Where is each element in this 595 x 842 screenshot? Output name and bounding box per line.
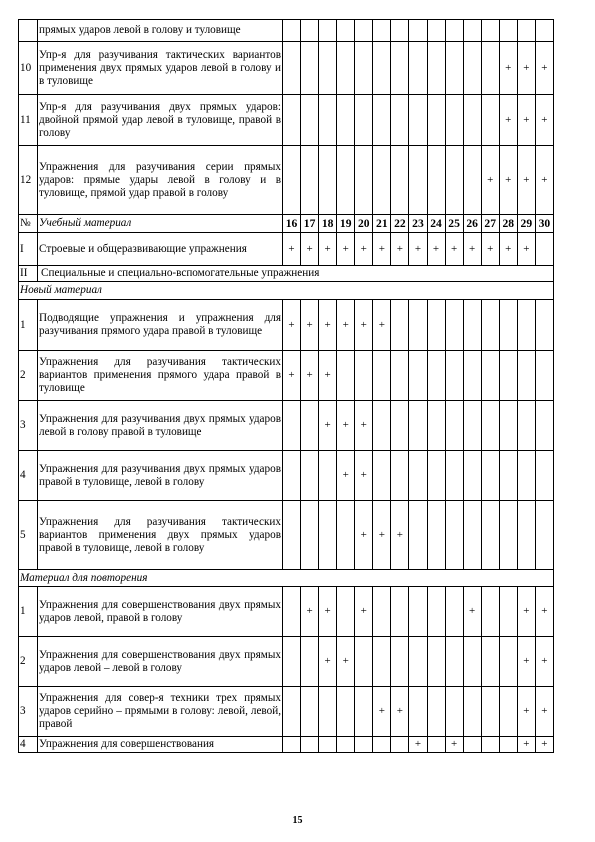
plus-mark bbox=[409, 637, 427, 687]
group-title: Специальные и специально-вспомогательные упражнения bbox=[38, 266, 554, 282]
plus-mark bbox=[481, 501, 499, 570]
plus-mark bbox=[427, 637, 445, 687]
plus-mark bbox=[481, 95, 499, 146]
plus-mark: + bbox=[319, 351, 337, 401]
plus-mark bbox=[355, 351, 373, 401]
row-number: 2 bbox=[19, 351, 38, 401]
lesson-number-header: 16 bbox=[283, 215, 301, 233]
row-number: 3 bbox=[19, 687, 38, 737]
plus-mark: + bbox=[499, 146, 517, 215]
plus-mark bbox=[499, 687, 517, 737]
lesson-number-header: 25 bbox=[445, 215, 463, 233]
plus-mark: + bbox=[517, 146, 535, 215]
plus-mark bbox=[463, 42, 481, 95]
plus-mark: + bbox=[427, 233, 445, 266]
exercise-text: Упражнения для разучивания тактических вариантов применения прямого удара правой в туловище bbox=[38, 351, 283, 401]
plus-mark bbox=[445, 20, 463, 42]
plus-mark: + bbox=[463, 587, 481, 637]
plus-mark bbox=[301, 637, 319, 687]
page-number: 15 bbox=[292, 815, 303, 826]
lesson-number-header: 23 bbox=[409, 215, 427, 233]
plus-mark: + bbox=[517, 587, 535, 637]
plus-mark bbox=[409, 587, 427, 637]
plus-mark bbox=[319, 501, 337, 570]
plus-mark bbox=[427, 300, 445, 351]
plus-mark bbox=[517, 451, 535, 501]
plus-mark bbox=[283, 146, 301, 215]
plus-mark bbox=[499, 351, 517, 401]
exercise-text: прямых ударов левой в голову и туловище bbox=[38, 20, 283, 42]
plus-mark bbox=[319, 95, 337, 146]
plus-mark bbox=[463, 501, 481, 570]
plus-mark: + bbox=[283, 351, 301, 401]
row-number: 2 bbox=[19, 637, 38, 687]
plus-mark bbox=[517, 351, 535, 401]
lesson-number-header: 21 bbox=[373, 215, 391, 233]
row-number: I bbox=[19, 233, 38, 266]
exercise-text: Упражнения для совершенствования двух прямых ударов левой – левой в голову bbox=[38, 637, 283, 687]
plus-mark bbox=[355, 637, 373, 687]
plus-mark bbox=[283, 737, 301, 753]
plus-mark bbox=[373, 587, 391, 637]
plus-mark: + bbox=[373, 233, 391, 266]
row-number: 10 bbox=[19, 42, 38, 95]
table-row bbox=[19, 451, 554, 501]
plus-mark bbox=[481, 587, 499, 637]
plus-mark bbox=[481, 637, 499, 687]
plus-mark: + bbox=[391, 501, 409, 570]
table-row bbox=[19, 146, 554, 215]
plus-mark bbox=[319, 146, 337, 215]
plus-mark: + bbox=[481, 233, 499, 266]
plus-mark bbox=[355, 146, 373, 215]
plus-mark bbox=[283, 401, 301, 451]
plus-mark: + bbox=[535, 95, 553, 146]
plus-mark bbox=[373, 401, 391, 451]
plus-mark bbox=[535, 233, 553, 266]
exercise-text: Упражнения для совер-я техники трех прямых ударов серийно – прямыми в голову: левой, левой, правой bbox=[38, 687, 283, 737]
plus-mark bbox=[319, 20, 337, 42]
plus-mark: + bbox=[373, 300, 391, 351]
exercise-text: Упражнения для совершенствования двух прямых ударов левой, правой в голову bbox=[38, 587, 283, 637]
plus-mark: + bbox=[355, 587, 373, 637]
plus-mark: + bbox=[337, 401, 355, 451]
section-row bbox=[19, 282, 554, 300]
plus-mark: + bbox=[499, 42, 517, 95]
plus-mark: + bbox=[535, 146, 553, 215]
plus-mark: + bbox=[409, 737, 427, 753]
plus-mark bbox=[373, 146, 391, 215]
plus-mark bbox=[445, 401, 463, 451]
plus-mark bbox=[301, 451, 319, 501]
plus-mark: + bbox=[409, 233, 427, 266]
plus-mark bbox=[391, 146, 409, 215]
plus-mark bbox=[499, 20, 517, 42]
lesson-number-header: 20 bbox=[355, 215, 373, 233]
table-row bbox=[19, 501, 554, 570]
plus-mark bbox=[499, 451, 517, 501]
plus-mark bbox=[283, 20, 301, 42]
plus-mark bbox=[373, 95, 391, 146]
plus-mark: + bbox=[355, 233, 373, 266]
plus-mark bbox=[337, 20, 355, 42]
lesson-number-header: 18 bbox=[319, 215, 337, 233]
plus-mark bbox=[481, 300, 499, 351]
table-row bbox=[19, 300, 554, 351]
plus-mark bbox=[535, 501, 553, 570]
plus-mark bbox=[391, 401, 409, 451]
exercise-text: Упражнения для разучивания двух прямых ударов правой в туловище, левой в голову bbox=[38, 451, 283, 501]
plus-mark bbox=[355, 95, 373, 146]
plus-mark: + bbox=[517, 42, 535, 95]
plus-mark bbox=[373, 637, 391, 687]
row-number: 5 bbox=[19, 501, 38, 570]
plus-mark bbox=[409, 42, 427, 95]
plus-mark bbox=[463, 146, 481, 215]
plus-mark bbox=[409, 95, 427, 146]
row-number: 1 bbox=[19, 587, 38, 637]
plus-mark bbox=[463, 687, 481, 737]
row-number: 4 bbox=[19, 737, 38, 753]
plus-mark: + bbox=[535, 637, 553, 687]
plus-mark bbox=[445, 42, 463, 95]
plus-mark bbox=[373, 737, 391, 753]
table-row bbox=[19, 737, 554, 753]
table-row bbox=[19, 587, 554, 637]
plus-mark bbox=[301, 146, 319, 215]
row-number: 1 bbox=[19, 300, 38, 351]
plus-mark bbox=[517, 300, 535, 351]
header-number-label: № bbox=[19, 215, 38, 233]
table-row bbox=[19, 637, 554, 687]
plus-mark: + bbox=[517, 233, 535, 266]
exercise-text: Подводящие упражнения и упражнения для разучивания прямого удара правой в туловище bbox=[38, 300, 283, 351]
plus-mark bbox=[463, 737, 481, 753]
plus-mark: + bbox=[517, 95, 535, 146]
plus-mark bbox=[445, 637, 463, 687]
plus-mark bbox=[499, 401, 517, 451]
section-row bbox=[19, 570, 554, 587]
plus-mark bbox=[535, 351, 553, 401]
plus-mark bbox=[409, 351, 427, 401]
plus-mark: + bbox=[445, 233, 463, 266]
plus-mark bbox=[319, 687, 337, 737]
plus-mark bbox=[409, 146, 427, 215]
exercise-text: Упр-я для разучивания тактических вариантов применения двух прямых ударов левой в голову и в туловище bbox=[38, 42, 283, 95]
plus-mark: + bbox=[535, 737, 553, 753]
plus-mark bbox=[535, 401, 553, 451]
plus-mark bbox=[319, 42, 337, 95]
plus-mark: + bbox=[301, 300, 319, 351]
lesson-number-header: 22 bbox=[391, 215, 409, 233]
plus-mark: + bbox=[301, 587, 319, 637]
plus-mark: + bbox=[373, 501, 391, 570]
plus-mark bbox=[373, 451, 391, 501]
plus-mark bbox=[427, 587, 445, 637]
plus-mark bbox=[463, 20, 481, 42]
plus-mark bbox=[481, 42, 499, 95]
plus-mark bbox=[391, 351, 409, 401]
group-row bbox=[19, 266, 554, 282]
exercise-text: Упражнения для совершенствования bbox=[38, 737, 283, 753]
plus-mark: + bbox=[355, 401, 373, 451]
table-row bbox=[19, 687, 554, 737]
table-row bbox=[19, 233, 554, 266]
plus-mark: + bbox=[319, 300, 337, 351]
plus-mark bbox=[283, 687, 301, 737]
plus-mark bbox=[283, 587, 301, 637]
plus-mark bbox=[355, 20, 373, 42]
plus-mark bbox=[427, 20, 445, 42]
plus-mark bbox=[427, 351, 445, 401]
plus-mark bbox=[445, 501, 463, 570]
plus-mark: + bbox=[445, 737, 463, 753]
plus-mark bbox=[337, 42, 355, 95]
plus-mark: + bbox=[391, 233, 409, 266]
plus-mark bbox=[463, 351, 481, 401]
header-row bbox=[19, 215, 554, 233]
plus-mark bbox=[427, 451, 445, 501]
plus-mark bbox=[427, 737, 445, 753]
plus-mark bbox=[391, 20, 409, 42]
plus-mark bbox=[427, 42, 445, 95]
section-title: Материал для повторения bbox=[19, 570, 554, 587]
plus-mark: + bbox=[319, 587, 337, 637]
plus-mark bbox=[445, 687, 463, 737]
plus-mark bbox=[391, 300, 409, 351]
exercise-text: Упр-я для разучивания двух прямых ударов: двойной прямой удар левой в туловище, правой в голову bbox=[38, 95, 283, 146]
plus-mark bbox=[481, 20, 499, 42]
lesson-number-header: 24 bbox=[427, 215, 445, 233]
row-number: 11 bbox=[19, 95, 38, 146]
plus-mark bbox=[337, 737, 355, 753]
plus-mark: + bbox=[337, 233, 355, 266]
plus-mark bbox=[499, 637, 517, 687]
plus-mark bbox=[391, 42, 409, 95]
plus-mark bbox=[535, 300, 553, 351]
plus-mark: + bbox=[535, 587, 553, 637]
plus-mark: + bbox=[355, 451, 373, 501]
plus-mark: + bbox=[463, 233, 481, 266]
lesson-number-header: 17 bbox=[301, 215, 319, 233]
plus-mark bbox=[481, 351, 499, 401]
plus-mark bbox=[391, 95, 409, 146]
exercise-text: Упражнения для разучивания двух прямых ударов левой в голову правой в туловище bbox=[38, 401, 283, 451]
plus-mark bbox=[301, 737, 319, 753]
schedule-table bbox=[18, 19, 554, 753]
plus-mark bbox=[409, 451, 427, 501]
plus-mark bbox=[409, 401, 427, 451]
plus-mark bbox=[463, 300, 481, 351]
plus-mark bbox=[445, 451, 463, 501]
plus-mark: + bbox=[355, 501, 373, 570]
plus-mark: + bbox=[301, 233, 319, 266]
plus-mark bbox=[463, 95, 481, 146]
lesson-number-header: 29 bbox=[517, 215, 535, 233]
plus-mark bbox=[337, 687, 355, 737]
row-number: 4 bbox=[19, 451, 38, 501]
plus-mark bbox=[499, 501, 517, 570]
plus-mark bbox=[337, 501, 355, 570]
plus-mark bbox=[409, 20, 427, 42]
plus-mark bbox=[409, 300, 427, 351]
plus-mark bbox=[319, 451, 337, 501]
plus-mark bbox=[391, 451, 409, 501]
table-row bbox=[19, 351, 554, 401]
plus-mark bbox=[445, 95, 463, 146]
lesson-number-header: 30 bbox=[535, 215, 553, 233]
plus-mark bbox=[391, 637, 409, 687]
plus-mark bbox=[337, 146, 355, 215]
plus-mark bbox=[481, 451, 499, 501]
plus-mark: + bbox=[337, 637, 355, 687]
plus-mark bbox=[391, 737, 409, 753]
plus-mark bbox=[409, 687, 427, 737]
plus-mark: + bbox=[499, 233, 517, 266]
plus-mark bbox=[283, 451, 301, 501]
plus-mark: + bbox=[319, 401, 337, 451]
row-number: 12 bbox=[19, 146, 38, 215]
plus-mark bbox=[445, 146, 463, 215]
table-row bbox=[19, 95, 554, 146]
exercise-text: Упражнения для разучивания серии прямых ударов: прямые удары левой в голову и в туловище, прямой удар правой в голову bbox=[38, 146, 283, 215]
plus-mark bbox=[517, 501, 535, 570]
plus-mark: + bbox=[517, 637, 535, 687]
plus-mark bbox=[391, 587, 409, 637]
plus-mark bbox=[373, 42, 391, 95]
plus-mark bbox=[373, 351, 391, 401]
plus-mark: + bbox=[319, 233, 337, 266]
plus-mark bbox=[445, 300, 463, 351]
plus-mark bbox=[517, 401, 535, 451]
table-row bbox=[19, 20, 554, 42]
plus-mark bbox=[481, 401, 499, 451]
plus-mark: + bbox=[283, 300, 301, 351]
plus-mark bbox=[337, 351, 355, 401]
lesson-number-header: 26 bbox=[463, 215, 481, 233]
plus-mark bbox=[355, 737, 373, 753]
plus-mark bbox=[427, 146, 445, 215]
plus-mark: + bbox=[391, 687, 409, 737]
plus-mark: + bbox=[481, 146, 499, 215]
row-number: II bbox=[19, 266, 38, 282]
plus-mark bbox=[301, 501, 319, 570]
plus-mark: + bbox=[283, 233, 301, 266]
lesson-number-header: 27 bbox=[481, 215, 499, 233]
plus-mark bbox=[517, 20, 535, 42]
plus-mark bbox=[481, 687, 499, 737]
plus-mark bbox=[373, 20, 391, 42]
plus-mark bbox=[535, 20, 553, 42]
plus-mark: + bbox=[535, 687, 553, 737]
plus-mark bbox=[463, 401, 481, 451]
plus-mark bbox=[337, 95, 355, 146]
plus-mark bbox=[301, 687, 319, 737]
plus-mark bbox=[409, 501, 427, 570]
plus-mark: + bbox=[373, 687, 391, 737]
plus-mark bbox=[535, 451, 553, 501]
plus-mark bbox=[319, 737, 337, 753]
row-number: 3 bbox=[19, 401, 38, 451]
plus-mark bbox=[283, 501, 301, 570]
plus-mark bbox=[337, 587, 355, 637]
exercise-text: Упражнения для разучивания тактических вариантов применения двух прямых ударов правой в туловище, левой в голову bbox=[38, 501, 283, 570]
section-title: Новый материал bbox=[19, 282, 554, 300]
table-row bbox=[19, 42, 554, 95]
plus-mark bbox=[499, 300, 517, 351]
header-title: Учебный материал bbox=[38, 215, 283, 233]
plus-mark bbox=[427, 501, 445, 570]
plus-mark bbox=[445, 351, 463, 401]
plus-mark bbox=[427, 95, 445, 146]
exercise-text: Строевые и общеразвивающие упражнения bbox=[38, 233, 283, 266]
plus-mark bbox=[283, 637, 301, 687]
plus-mark bbox=[481, 737, 499, 753]
plus-mark bbox=[463, 637, 481, 687]
plus-mark bbox=[463, 451, 481, 501]
plus-mark bbox=[445, 587, 463, 637]
plus-mark bbox=[283, 95, 301, 146]
plus-mark: + bbox=[499, 95, 517, 146]
plus-mark: + bbox=[337, 451, 355, 501]
plus-mark: + bbox=[517, 687, 535, 737]
table-row bbox=[19, 401, 554, 451]
plus-mark bbox=[301, 401, 319, 451]
plus-mark bbox=[499, 737, 517, 753]
plus-mark: + bbox=[355, 300, 373, 351]
row-number bbox=[19, 20, 38, 42]
plus-mark: + bbox=[517, 737, 535, 753]
plus-mark bbox=[499, 587, 517, 637]
plus-mark: + bbox=[337, 300, 355, 351]
plus-mark bbox=[283, 42, 301, 95]
plus-mark: + bbox=[301, 351, 319, 401]
lesson-number-header: 19 bbox=[337, 215, 355, 233]
plus-mark bbox=[355, 42, 373, 95]
plus-mark bbox=[301, 42, 319, 95]
plus-mark bbox=[355, 687, 373, 737]
lesson-number-header: 28 bbox=[499, 215, 517, 233]
plus-mark bbox=[301, 20, 319, 42]
plus-mark bbox=[427, 401, 445, 451]
plus-mark: + bbox=[535, 42, 553, 95]
plus-mark bbox=[301, 95, 319, 146]
plus-mark: + bbox=[319, 637, 337, 687]
plus-mark bbox=[427, 687, 445, 737]
